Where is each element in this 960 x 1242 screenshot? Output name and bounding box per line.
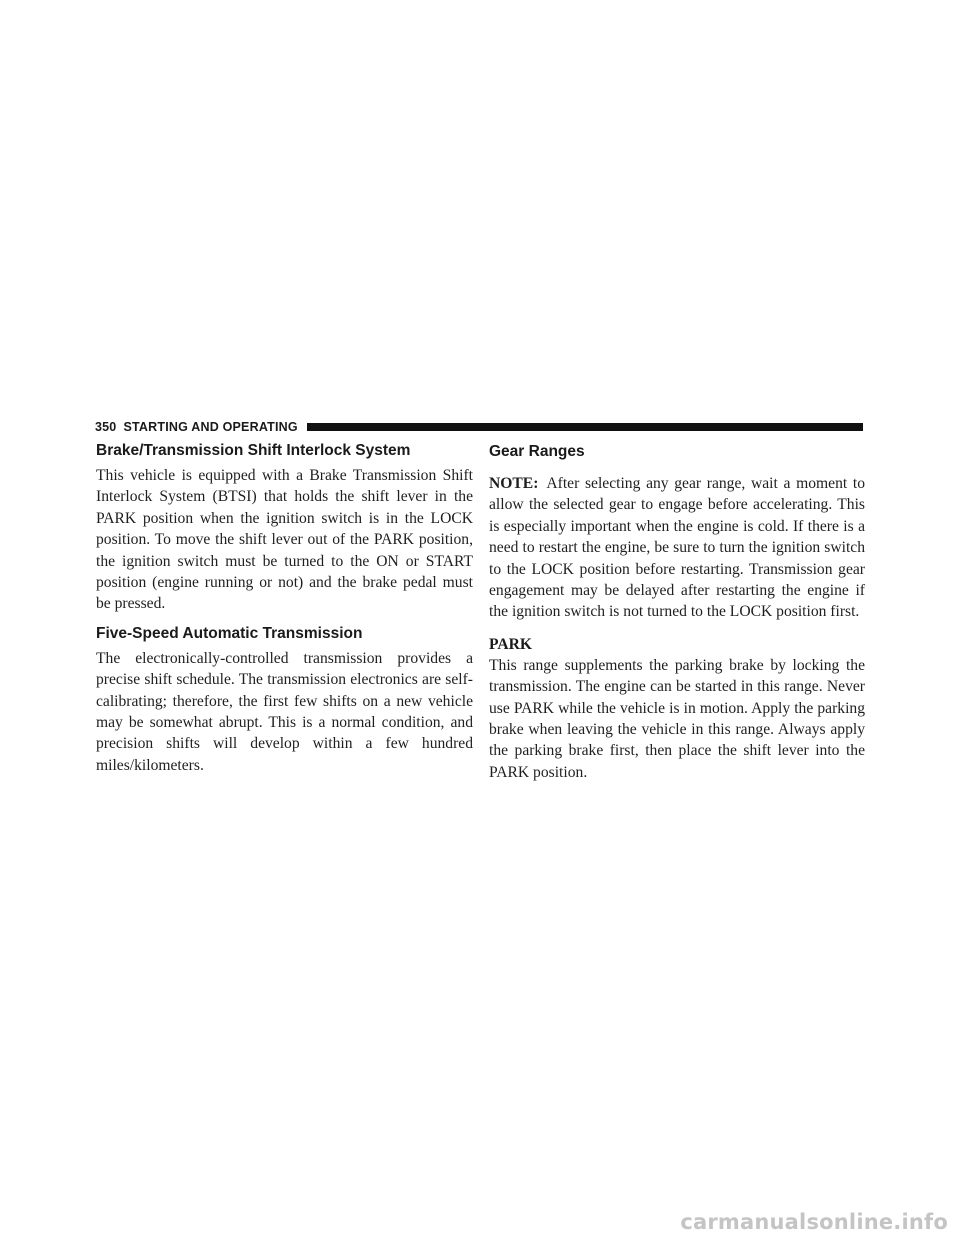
park-heading: PARK [489, 635, 533, 653]
page-number: 350 [95, 420, 117, 434]
btsi-paragraph: This vehicle is equipped with a Brake Transmission Shift Interlock System (BTSI) that holds the shift lever in the PARK position when the ignition switch is in the LOCK position. To move the shift lever out of the PARK position, the ignition switch must be turned to the ON or START position (engine running or not) and the brake pedal must be pressed. [96, 467, 473, 613]
section-title: STARTING AND OPERATING [123, 420, 298, 434]
header-rule [307, 423, 863, 431]
left-column [96, 441, 473, 776]
note-paragraph [489, 473, 865, 623]
park-paragraph: This range supplements the parking brake by locking the transmission. The engine can be started in this range. Never use PARK while the vehicle is in motion. Apply the parking brake when leaving the vehicle in this range. Always apply the parking brake first, then place the shift lever into the PARK position. [489, 656, 865, 781]
five-speed-heading: Five-Speed Automatic Transmission [96, 624, 363, 642]
note-text: After selecting any gear range, wait a moment to allow the selected gear to engage before accelerating. This is especially important when the engine is cold. If there is a need to restart the engine, be sure to turn the ignition switch to the LOCK position before restarting. Transmission gear engagement may be delayed after restarting the engine if the ignition switch is not turned to the LOCK position first. [489, 475, 865, 621]
note-label: NOTE: [489, 475, 539, 492]
page-header [95, 419, 863, 435]
btsi-heading: Brake/Transmission Shift Interlock System [96, 442, 411, 459]
gear-ranges-heading: Gear Ranges [489, 443, 585, 460]
watermark: carmanualsonline.info [680, 1210, 948, 1234]
five-speed-paragraph: The electronically-controlled transmission provides a precise shift schedule. The transmission electronics are self-calibrating; therefore, the first few shifts on a new vehicle may be somewhat abrupt. This is a normal condition, and precision shifts will develop within a few hundred miles/kilometers. [96, 649, 473, 774]
right-column [489, 442, 865, 783]
